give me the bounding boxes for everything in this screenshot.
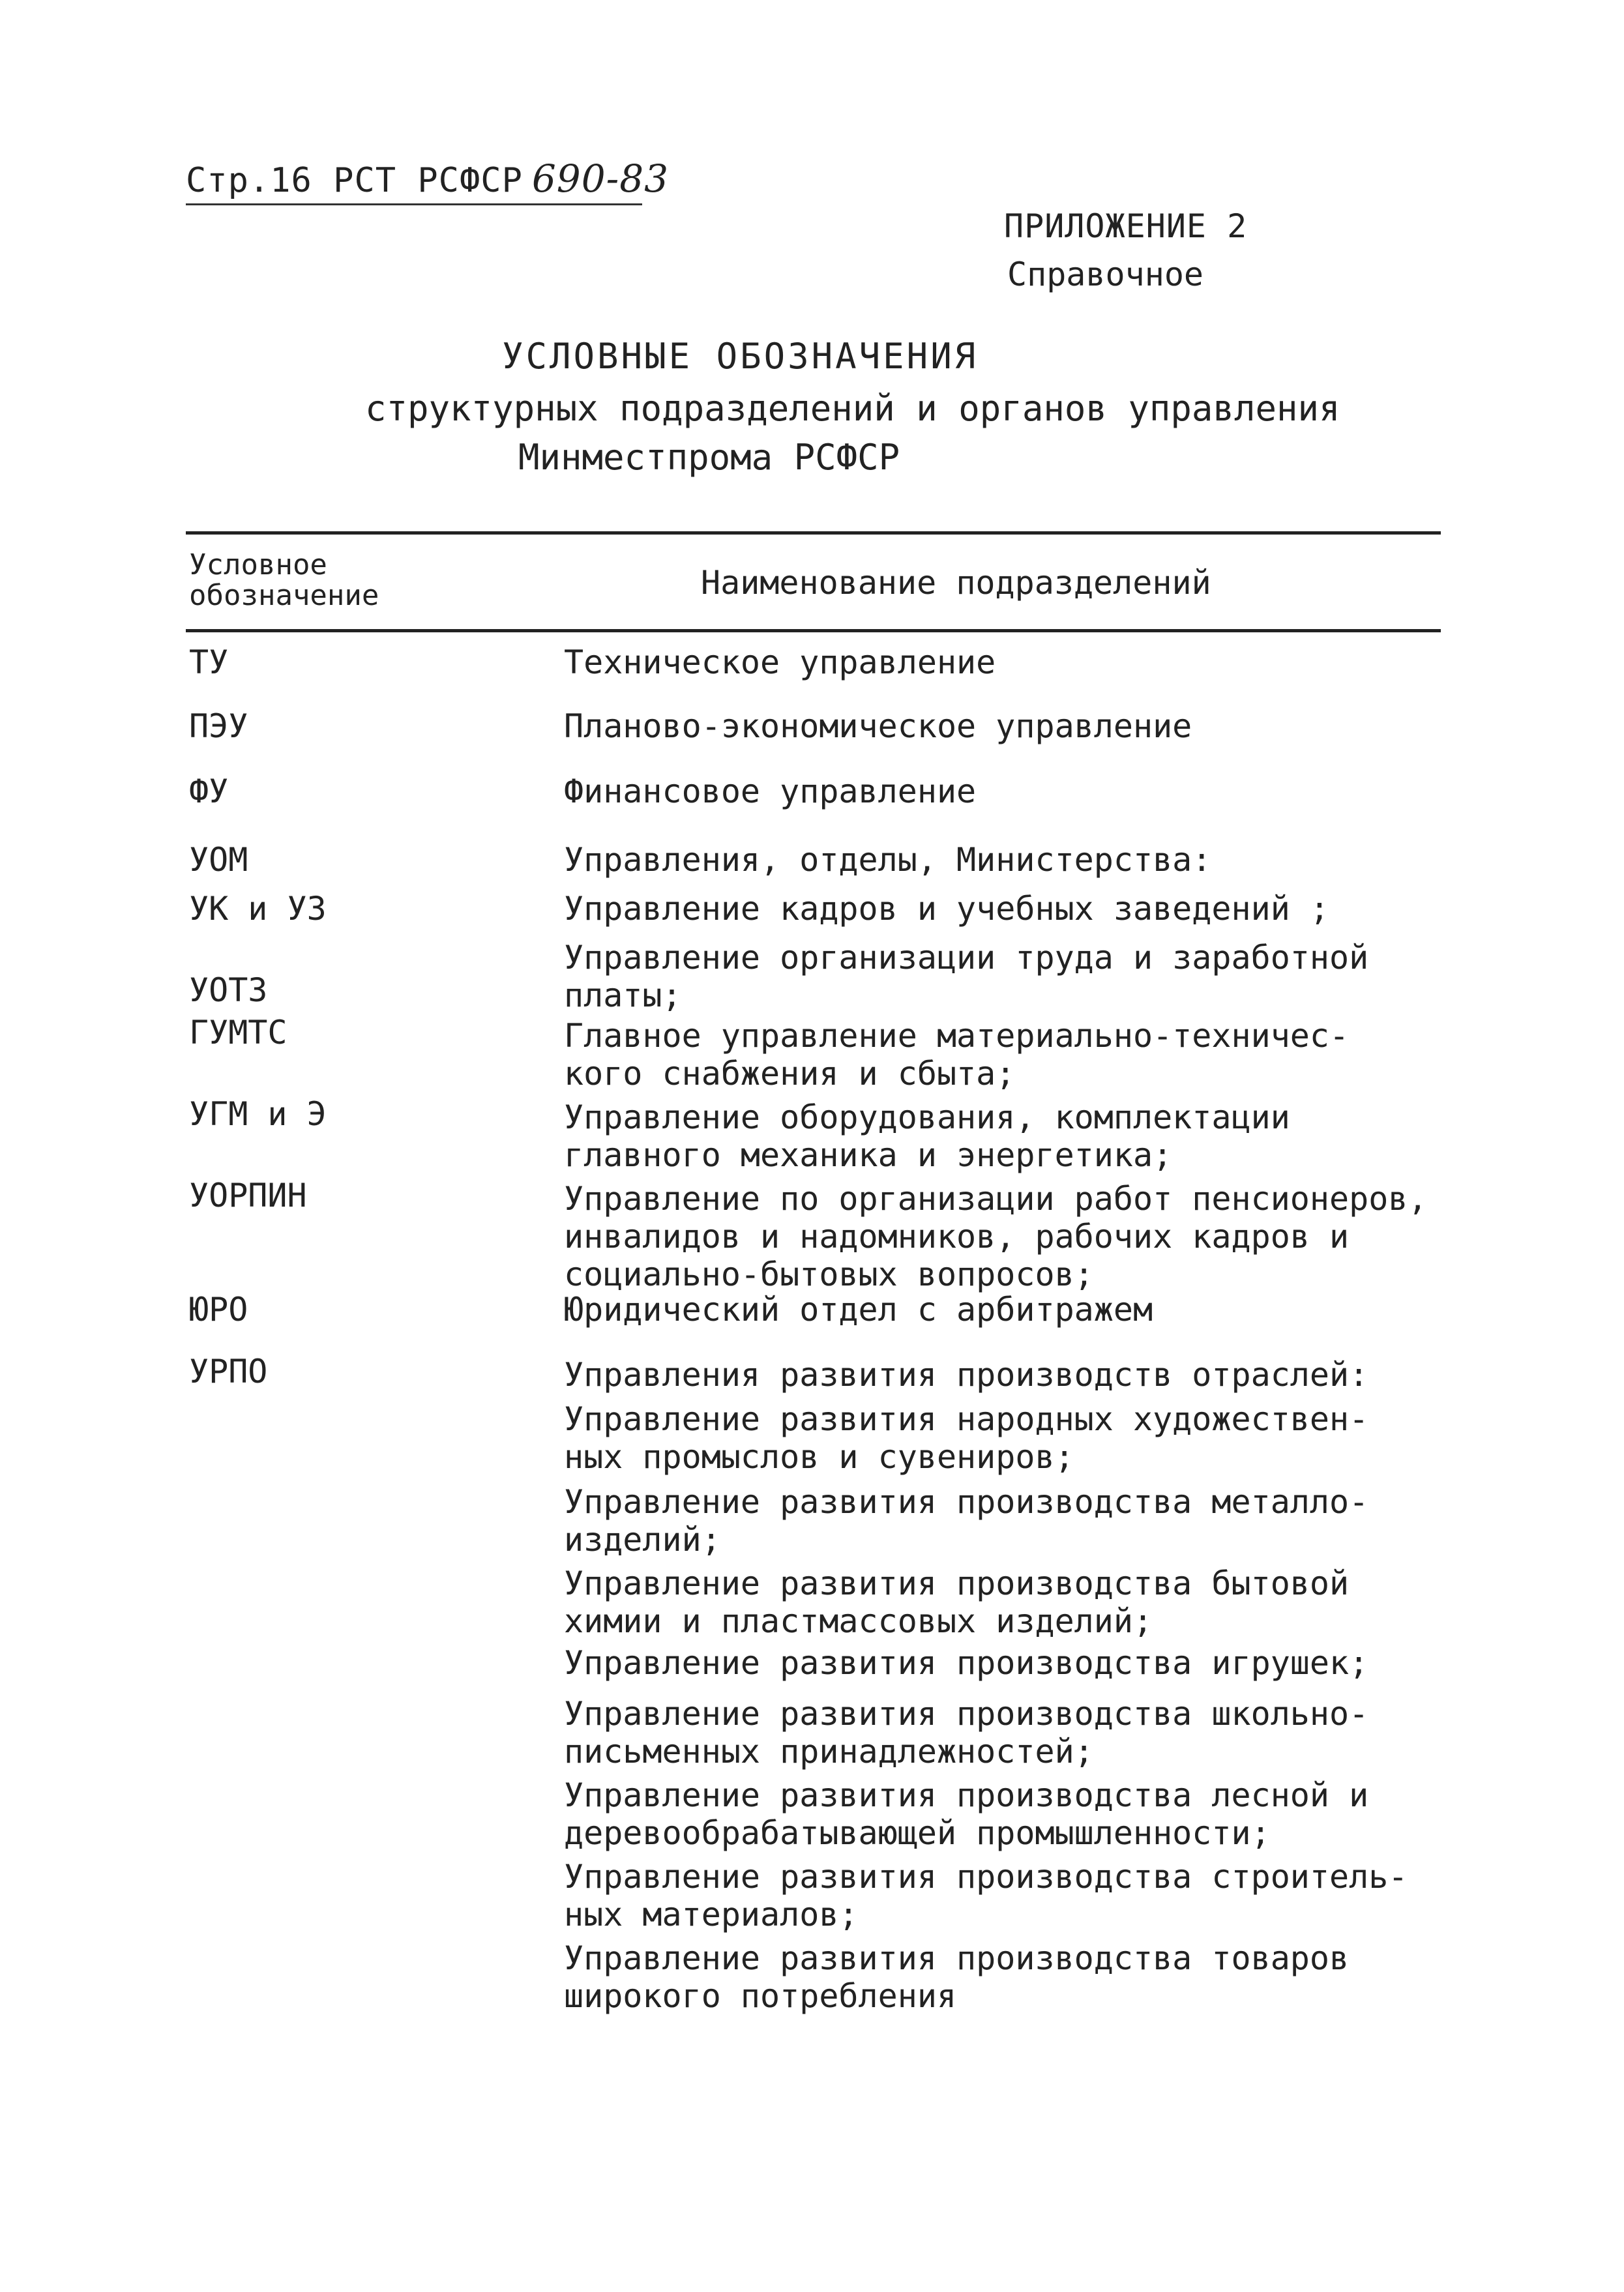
column-header-code-text: Условное обозначение <box>189 548 379 612</box>
row-name: Управления, отделы, Министерства: <box>564 841 1212 879</box>
row-name: Техническое управление <box>564 643 996 681</box>
row-code: УК и УЗ <box>189 890 327 928</box>
header-underline <box>186 203 642 205</box>
row-name: Планово-экономическое управление <box>564 707 1192 745</box>
row-code: ЮРО <box>189 1291 248 1329</box>
row-name: Управление организации труда и заработной платы; <box>564 939 1369 1014</box>
row-code: ФУ <box>189 772 229 810</box>
row-name: Главное управление материально-техничес- кого снабжения и сбыта; <box>564 1017 1350 1093</box>
document-subtitle: структурных подразделений и органов управления <box>365 388 1340 429</box>
row-name: Управления развития производств отраслей: <box>564 1356 1369 1394</box>
row-name: Финансовое управление <box>564 772 977 810</box>
row-name: Юридический отдел с арбитражем <box>564 1291 1153 1329</box>
row-code: УРПО <box>189 1353 268 1390</box>
row-code: ТУ <box>189 643 229 681</box>
row-name: Управление оборудования, комплектации главного механика и энергетика; <box>564 1098 1290 1174</box>
row-name: Управление развития производства игрушек; <box>564 1644 1369 1682</box>
row-name: Управление развития производства товаров широкого потребления <box>564 1939 1350 2015</box>
row-code: УОМ <box>189 841 248 879</box>
appendix-type: Справочное <box>1007 256 1204 293</box>
page-header <box>186 156 669 201</box>
row-code: УОТЗ <box>189 971 268 1009</box>
row-name: Управление развития производства строитель- ных материалов; <box>564 1858 1408 1933</box>
row-name: Управление развития народных художествен- ных промыслов и сувениров; <box>564 1400 1369 1476</box>
page-reference: Стр.16 РСТ РСФСР <box>186 161 523 200</box>
row-code: УОРПИН <box>189 1177 307 1214</box>
row-name: Управление развития производства лесной и деревообрабатывающей промышленности; <box>564 1776 1369 1852</box>
row-name: Управление развития производства школьно- письменных принадлежностей; <box>564 1695 1369 1770</box>
table-top-rule <box>186 531 1441 535</box>
document-title: УСЛОВНЫЕ ОБОЗНАЧЕНИЯ <box>502 336 979 377</box>
row-name: Управление по организации работ пенсионеров, инвалидов и надомников, рабочих кадров и социально-бытовых вопросов; <box>564 1180 1428 1293</box>
row-code: ПЭУ <box>189 707 248 745</box>
row-name: Управление развития производства бытовой химии и пластмассовых изделий; <box>564 1565 1350 1640</box>
appendix-label: ПРИЛОЖЕНИЕ 2 <box>1004 207 1248 245</box>
document-subtitle-ministry: Минместпрома РСФСР <box>518 437 900 478</box>
row-name: Управление кадров и учебных заведений ; <box>564 890 1329 928</box>
handwritten-standard-number: 690-83 <box>531 156 670 201</box>
row-code: ГУМТС <box>189 1014 288 1051</box>
column-header-name: Наименование подразделений <box>701 564 1211 602</box>
row-code: УГМ и Э <box>189 1095 327 1133</box>
row-name: Управление развития производства металло- изделий; <box>564 1483 1369 1559</box>
column-header-code <box>189 550 450 611</box>
table-header-rule <box>186 629 1441 632</box>
